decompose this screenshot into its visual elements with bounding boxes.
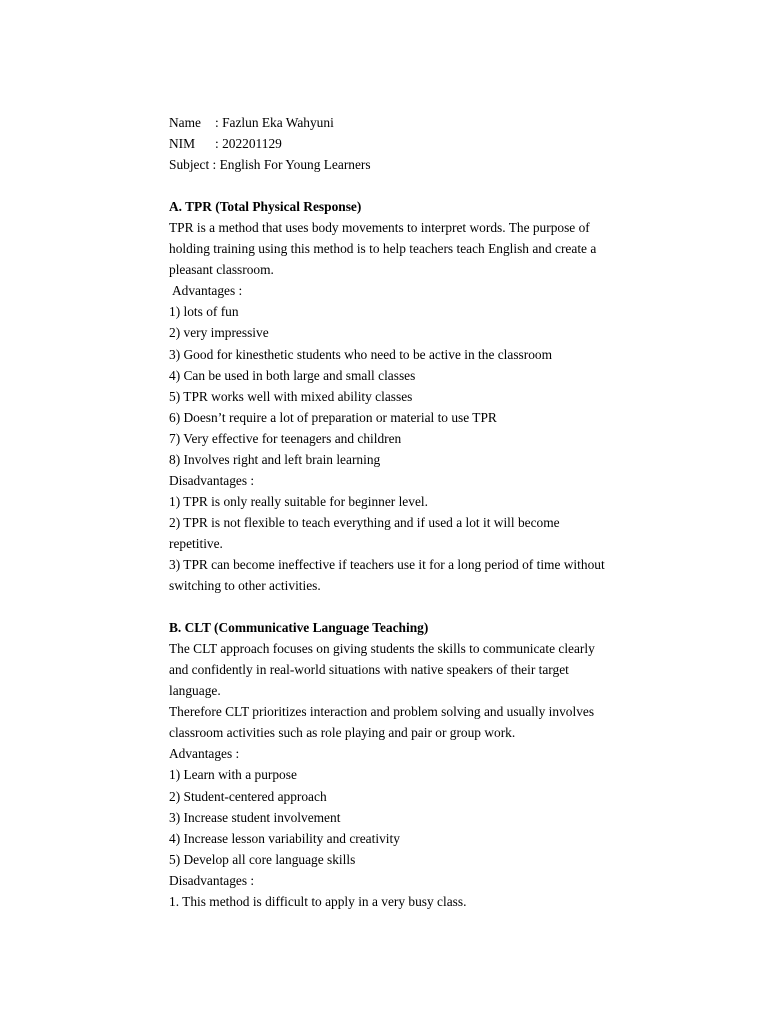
nim-label: NIM [169,136,196,152]
section-b-heading: B. CLT (Communicative Language Teaching) [169,620,429,636]
section-b-intro-line: language. [169,683,221,699]
section-a-advantage-item: 2) very impressive [169,325,269,341]
section-b-intro-line: classroom activities such as role playing and pair or group work. [169,725,516,741]
subject-line: Subject : English For Young Learners [169,157,371,173]
section-a-disadvantage-line: switching to other activities. [169,578,321,594]
section-a-intro-line: pleasant classroom. [169,262,274,278]
section-b-advantage-item: 4) Increase lesson variability and creativity [169,830,400,846]
section-a-advantage-item: 3) Good for kinesthetic students who need to be active in the classroom [169,346,553,362]
section-b-advantage-item: 2) Student-centered approach [169,788,327,804]
section-b-disadvantages-label: Disadvantages : [169,872,255,888]
section-a-intro-line: TPR is a method that uses body movements to interpret words. The purpose of [169,220,590,236]
section-a-advantages-label: Advantages : [172,283,243,299]
section-a-disadvantage-line: 3) TPR can become ineffective if teachers use it for a long period of time without [169,556,605,572]
section-a-advantage-item: 5) TPR works well with mixed ability classes [169,388,413,404]
section-a-intro-line: holding training using this method is to help teachers teach English and create a [169,241,597,257]
section-b-advantage-item: 5) Develop all core language skills [169,851,356,867]
section-a-advantage-item: 6) Doesn’t require a lot of preparation or material to use TPR [169,409,497,425]
document-body [169,112,669,912]
section-a-disadvantage-line: 1) TPR is only really suitable for beginner level. [169,493,428,509]
name-label: Name [169,115,201,130]
section-b-intro-line: The CLT approach focuses on giving students the skills to communicate clearly [169,641,595,657]
section-b-advantage-item: 3) Increase student involvement [169,809,341,825]
section-b-advantages-label: Advantages : [169,746,240,762]
name-value: : Fazlun Eka Wahyuni [215,115,334,130]
section-a-advantage-item: 4) Can be used in both large and small classes [169,367,416,383]
section-b-intro-line: Therefore CLT prioritizes interaction and problem solving and usually involves [169,704,595,720]
spacer [169,175,669,196]
section-a-heading: A. TPR (Total Physical Response) [169,199,362,215]
section-b-intro-line: and confidently in real-world situations with native speakers of their target [169,662,569,678]
section-a-disadvantage-line: 2) TPR is not flexible to teach everything and if used a lot it will become [169,514,560,530]
section-a-advantage-item: 7) Very effective for teenagers and children [169,430,402,446]
section-a-advantage-item: 1) lots of fun [169,304,239,320]
nim-value: : 202201129 [215,136,282,152]
section-a-disadvantage-line: repetitive. [169,535,223,551]
section-a-advantage-item: 8) Involves right and left brain learning [169,451,381,467]
section-b-advantage-item: 1) Learn with a purpose [169,767,297,783]
nim-row [169,133,669,154]
section-b-disadvantage-line: 1. This method is difficult to apply in a very busy class. [169,893,467,909]
name-row [169,112,669,133]
spacer [169,596,669,617]
section-a-disadvantages-label: Disadvantages : [169,472,255,488]
